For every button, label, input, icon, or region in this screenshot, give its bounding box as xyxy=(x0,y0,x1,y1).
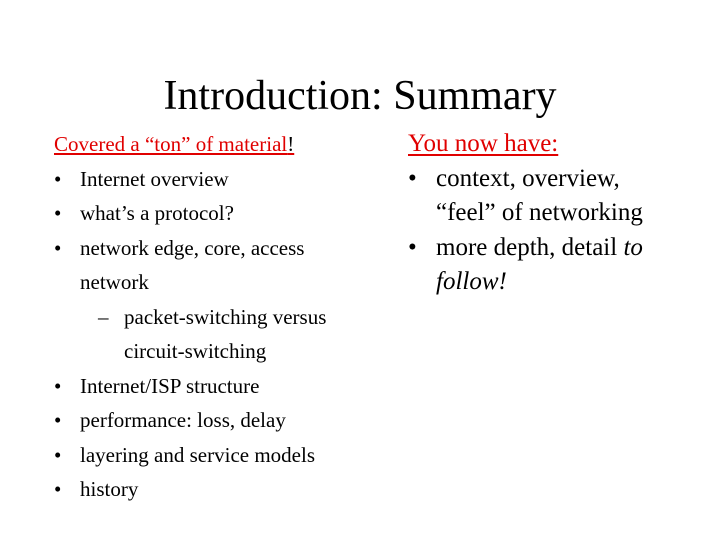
right-heading: You now have: xyxy=(408,130,559,157)
list-item xyxy=(54,472,374,507)
list-item xyxy=(54,196,374,231)
list-item-text-plain: more depth, detail xyxy=(436,233,624,261)
list-item xyxy=(54,162,374,197)
left-column xyxy=(54,127,374,507)
list-item-text: Internet overview xyxy=(80,166,229,191)
list-item-text: Internet/ISP structure xyxy=(80,373,260,398)
dash-icon: – xyxy=(98,304,109,329)
bullet-icon: • xyxy=(54,201,62,225)
bullet-icon: • xyxy=(54,235,62,260)
left-heading-bang: ! xyxy=(287,132,295,156)
bullet-icon: • xyxy=(54,477,62,501)
list-item-text: history xyxy=(80,477,139,501)
list-item-text-line: follow! xyxy=(436,268,507,295)
list-item-text: layering and service models xyxy=(80,442,315,467)
list-item-text-italic: to xyxy=(623,233,643,261)
list-item-text: performance: loss, delay xyxy=(80,408,286,432)
right-bullet-list xyxy=(408,162,708,300)
list-item xyxy=(408,231,708,300)
list-item-text: what’s a protocol? xyxy=(80,201,234,225)
sub-list-item-text-line: packet-switching versus xyxy=(124,304,327,329)
list-item-text-line xyxy=(436,231,708,266)
list-item xyxy=(54,438,374,473)
list-item xyxy=(408,162,708,231)
right-column xyxy=(408,127,708,300)
sub-list-item xyxy=(80,300,374,369)
list-item xyxy=(54,403,374,438)
bullet-icon: • xyxy=(54,373,62,398)
left-heading-text: Covered a “ton” of material xyxy=(54,132,288,156)
list-item-text-line: network xyxy=(80,270,149,294)
list-item-text-line: context, overview, xyxy=(436,164,620,192)
list-item-text-line: “feel” of networking xyxy=(436,199,643,226)
slide-title: Introduction: Summary xyxy=(163,73,557,119)
bullet-icon: • xyxy=(54,442,62,467)
sub-list-item-text-line: circuit-switching xyxy=(124,339,267,363)
list-item xyxy=(54,231,374,369)
bullet-icon: • xyxy=(54,408,62,432)
list-item-text-line: network edge, core, access xyxy=(80,235,305,260)
left-bullet-list xyxy=(54,162,374,507)
bullet-icon: • xyxy=(54,166,62,191)
bullet-icon: • xyxy=(408,164,417,192)
bullet-icon: • xyxy=(408,233,417,261)
left-heading xyxy=(54,127,374,162)
list-item xyxy=(54,369,374,404)
